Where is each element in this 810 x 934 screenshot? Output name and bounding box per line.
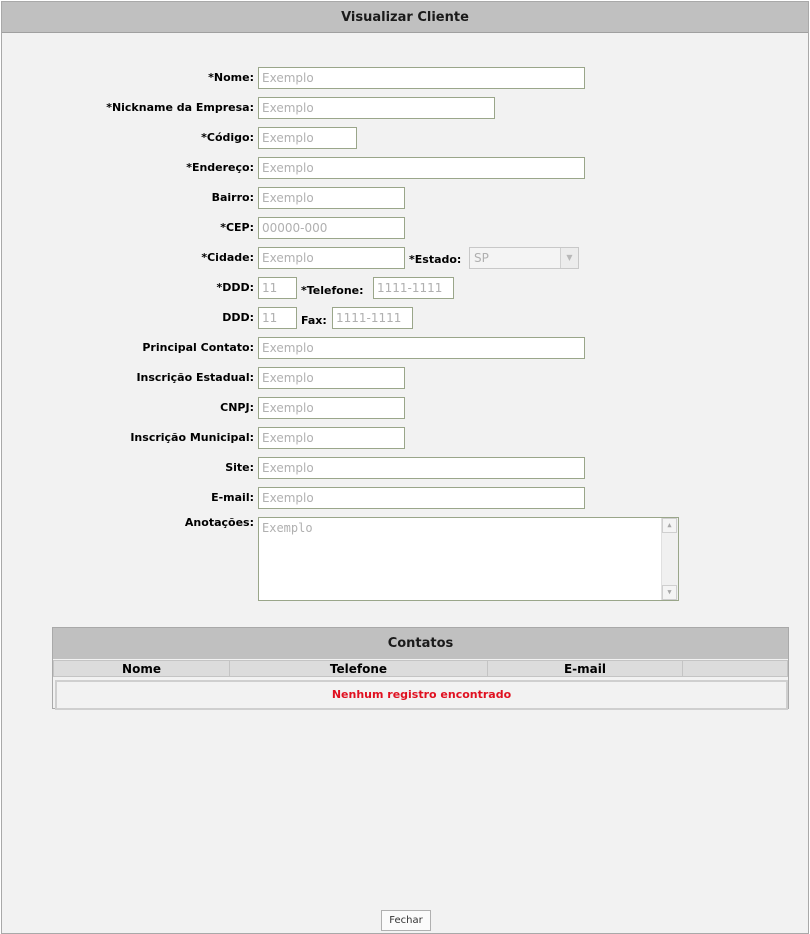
nome-label: *Nome: — [208, 71, 254, 84]
ddd-label: *DDD: — [216, 281, 254, 294]
codigo-input[interactable]: Exemplo — [258, 127, 357, 149]
cnpj-label: CNPJ: — [220, 401, 254, 414]
ddd-fax-input[interactable]: 11 — [258, 307, 297, 329]
anotacoes-placeholder: Exemplo — [262, 521, 313, 535]
bairro-input[interactable]: Exemplo — [258, 187, 405, 209]
scroll-up-icon[interactable]: ▲ — [662, 518, 677, 533]
nome-input[interactable]: Exemplo — [258, 67, 585, 89]
estado-label: *Estado: — [409, 253, 462, 266]
fax-input[interactable]: 1111-1111 — [332, 307, 413, 329]
telefone-label: *Telefone: — [301, 284, 364, 297]
bairro-label: Bairro: — [211, 191, 254, 204]
email-label: E-mail: — [211, 491, 254, 504]
cep-input[interactable]: 00000-000 — [258, 217, 405, 239]
fax-label: Fax: — [301, 314, 327, 327]
column-header-telefone[interactable]: Telefone — [229, 660, 488, 677]
contatos-grid — [52, 627, 789, 709]
cidade-label: *Cidade: — [201, 251, 254, 264]
site-label: Site: — [225, 461, 254, 474]
codigo-label: *Código: — [201, 131, 254, 144]
site-input[interactable]: Exemplo — [258, 457, 585, 479]
principal-contato-input[interactable]: Exemplo — [258, 337, 585, 359]
column-header-nome[interactable]: Nome — [53, 660, 230, 677]
telefone-input[interactable]: 1111-1111 — [373, 277, 454, 299]
cep-label: *CEP: — [220, 221, 254, 234]
visualizar-cliente-window — [1, 1, 809, 934]
cidade-input[interactable]: Exemplo — [258, 247, 405, 269]
endereco-label: *Endereço: — [186, 161, 254, 174]
window-title: Visualizar Cliente — [2, 2, 808, 33]
principal-contato-label: Principal Contato: — [142, 341, 254, 354]
ddd-input[interactable]: 11 — [258, 277, 297, 299]
endereco-input[interactable]: Exemplo — [258, 157, 585, 179]
anotacoes-textarea[interactable] — [258, 517, 679, 601]
inscricao-municipal-label: Inscrição Municipal: — [130, 431, 254, 444]
empty-message: Nenhum registro encontrado — [55, 680, 788, 710]
column-header-actions — [682, 660, 788, 677]
inscricao-estadual-input[interactable]: Exemplo — [258, 367, 405, 389]
column-header-email[interactable]: E-mail — [487, 660, 683, 677]
anotacoes-label: Anotações: — [184, 516, 254, 529]
cnpj-input[interactable]: Exemplo — [258, 397, 405, 419]
textarea-scrollbar[interactable] — [661, 518, 678, 600]
contatos-title: Contatos — [53, 628, 788, 659]
estado-select[interactable] — [469, 247, 579, 269]
inscricao-municipal-input[interactable]: Exemplo — [258, 427, 405, 449]
estado-value: SP — [474, 251, 489, 265]
nickname-label: *Nickname da Empresa: — [106, 101, 254, 114]
inscricao-estadual-label: Inscrição Estadual: — [136, 371, 254, 384]
ddd-fax-label: DDD: — [222, 311, 254, 324]
nickname-input[interactable]: Exemplo — [258, 97, 495, 119]
chevron-down-icon[interactable]: ▼ — [560, 248, 578, 268]
scroll-down-icon[interactable]: ▼ — [662, 585, 677, 600]
close-button[interactable]: Fechar — [381, 910, 431, 931]
email-input[interactable]: Exemplo — [258, 487, 585, 509]
